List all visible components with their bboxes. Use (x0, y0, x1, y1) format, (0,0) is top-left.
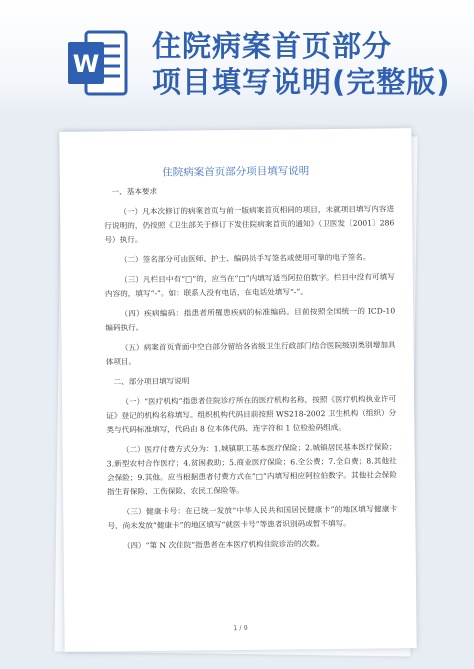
paragraph: （三）健康卡号：在已统一发放“中华人民共和国居民健康卡”的地区填写健康卡号，尚未发放“健康卡”的地区填写“就医卡号”等患者识别码或暂不填写。 (107, 504, 398, 531)
svg-text:W: W (72, 50, 100, 78)
page-number: 1 / 9 (233, 623, 248, 633)
section-heading: 一、基本要求 (111, 186, 158, 197)
word-doc-icon (68, 30, 128, 96)
document-page (59, 128, 416, 652)
paragraph: （四）“第 N 次住院”指患者在本医疗机构住院诊治的次数。 (122, 539, 325, 551)
paragraph: （二）签名部分可由医师、护士、编码员手写签名或使用可靠的电子签名。 (119, 252, 371, 265)
section-heading: 二、部分项目填写说明 (113, 376, 190, 387)
paragraph: （一）凡本次修订的病案首页与前一版病案首页相同的项目，未就项目填写内容进行说明的，仍按照《卫生部关于修订下发住院病案首页的通知》（卫医发〔2001〕286 号）执行。 (104, 204, 395, 245)
paragraph: （一）“医疗机构”指患者住院诊疗所在的医疗机构名称，按照《医疗机构执业许可证》登记的机构名称填写。组织机构代码目前按照 WS218-2002 卫生机构（组织）分类与代码标准填写，代码由 8 位本体代码、连字符和 1 位检验码组成。 (106, 394, 397, 435)
paragraph: （三）凡栏目中有“□”的，应当在“□”内填写适当阿拉伯数字。栏目中没有可填写内容的，填写“-”。如：联系人没有电话，在电话处填写“-”。 (104, 272, 395, 299)
paragraph: （五）病案首页背面中空白部分留给各省级卫生行政部门结合医院级别类别增加具体项目。 (105, 340, 396, 367)
document-title: 住院病案首页部分项目填写说明 (162, 165, 310, 179)
banner-title-line1: 住院病案首页部分 (152, 29, 393, 63)
document-body (104, 182, 398, 559)
paragraph: （二）医疗付费方式分为：1.城镇职工基本医疗保险；2.城镇居民基本医疗保险；3.新型农村合作医疗；4.贫困救助；5.商业医疗保险；6.全公费；7.全自费；8.其他社会保险；9.其他。应当根据患者付费方式在“□”内填写相应阿拉伯数字。其他社会保险指生育保险、工伤保险、农民工保险等。 (106, 442, 397, 497)
banner-title-line2: 项目填写说明(完整版) (152, 65, 451, 99)
banner-title (152, 28, 468, 100)
paragraph: （四）疾病编码：指患者所罹患疾病的标准编码。目前按照全国统一的 ICD-10 编码执行。 (105, 306, 396, 333)
banner (0, 0, 474, 112)
